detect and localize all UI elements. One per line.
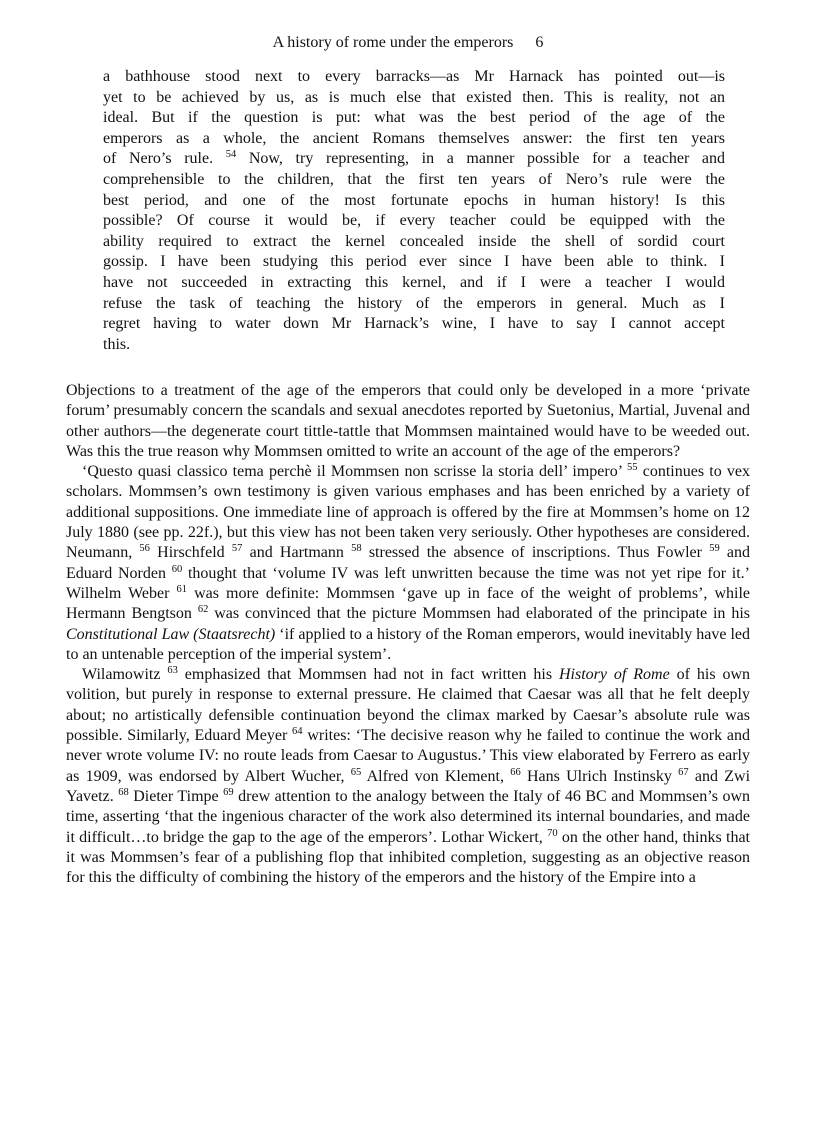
footnote-ref-68[interactable]: 68 xyxy=(118,786,129,798)
quote-line: refuse the task of teaching the history of the emperors in general. Much as I xyxy=(103,294,725,312)
paragraph-3: Wilamowitz $^{63}$ emphasized that Mommsen had not in fact written his History of Rome of his own volition, but purely in response to external pressure. He claimed that Caesar was all that he felt deeply about; no artistically defensible continuation beyond the climax marked by Caesar’s absolute rule was possible. Similarly, Eduard Meyer $^{64}$ writes: ‘The decisive reason why he failed to continue the work and never wrote volume IV: no route leads from Caesar to Augustus.’ This view elaborated by Ferrero as early as 1909, was endorsed by Albert Wucher, $^{65}$ Alfred von Klement, $^{66}$ Hans Ulrich Instinsky $^{67}$ and Zwi Yavetz. $^{68}$ Dieter Timpe $^{69}$ drew attention to the analogy between the Italy of 46 BC and Mommsen’s own time, asserting ‘that the ingenious character of the work also determined its internal boundaries, and made it difficult…to bridge the gap to the age of the emperors’. Lothar Wickert, $^{70}$ on the other hand, thinks that it was Mommsen’s fear of a publishing flop that inhibited completion, suggesting as an objective reason for this the difficulty of combining the history of the emperors and the history of the Empire into a xyxy=(66,665,751,887)
footnote-ref-67[interactable]: 67 xyxy=(678,766,689,778)
footnote-ref-56[interactable]: 56 xyxy=(139,543,150,555)
footnote-ref-60[interactable]: 60 xyxy=(171,563,183,575)
footnote-ref-55[interactable]: 55 xyxy=(627,462,638,474)
footnote-ref-62[interactable]: 62 xyxy=(197,604,209,616)
quote-line: emperors as a whole, the ancient Romans themselves answer: the first ten years xyxy=(103,129,725,147)
quote-line: this. xyxy=(103,335,131,353)
quote-line: regret having to water down Mr Harnack’s wine, I have to say I cannot accept xyxy=(103,315,725,333)
page-number: 6 xyxy=(535,34,544,51)
running-header xyxy=(0,33,816,53)
block-quote xyxy=(103,67,725,355)
footnote-ref-59[interactable]: 59 xyxy=(709,543,720,555)
quote-line: yet to be achieved by us, as is much else that existed then. This is reality, not an xyxy=(103,88,725,106)
quote-line: have not succeeded in extracting this kernel, and if I were a teacher I would xyxy=(103,273,725,291)
header-title: A history of rome under the emperors xyxy=(272,34,514,51)
quote-line: ideal. But if the question is put: what was the best period of the age of the xyxy=(103,109,725,127)
footnote-ref-64[interactable]: 64 xyxy=(292,726,303,738)
italic-title: History of Rome xyxy=(558,666,670,684)
paragraph-1: Objections to a treatment of the age of the emperors that could only be developed in a more ‘private forum’ presumably concern the scandals and sexual anecdotes reported by Suetonius, Martial, Juvenal and other authors—the degenerate court tittle-tattle that Mommsen maintained would have to be weeded out. Was this the true reason why Mommsen omitted to write an account of the age of the emperors? xyxy=(66,382,750,460)
quote-line: comprehensible to the children, that the first ten years of Nero’s rule were the xyxy=(103,170,725,188)
footnote-ref-57[interactable]: 57 xyxy=(231,543,243,555)
footnote-ref-70[interactable]: 70 xyxy=(547,827,558,839)
footnote-ref-69[interactable]: 69 xyxy=(223,786,234,798)
italic-title: Constitutional Law (Staatsrecht) xyxy=(66,625,276,643)
paragraph-2: ‘Questo quasi classico tema perchè il Mommsen non scrisse la storia dell’ impero’ $^{55}$ continues to vex scholars. Mommsen’s own testimony is given various emphases and has been enriched by a variety of additional suppositions. One immediate line of approach is offered by the fire at Mommsen’s home on 12 July 1880 (see pp. 22f.), but this view has not been taken very seriously. Other hypotheses are considered. Neumann, $^{56}$ Hirschfeld $^{57}$ and Hartmann $^{58}$ stressed the absence of inscriptions. Thus Fowler $^{59}$ and Eduard Norden $^{60}$ thought that ‘volume IV was left unwritten because the time was not yet ripe for it.’ Wilhelm Weber $^{61}$ was more definite: Mommsen ‘gave up in face of the weight of problems’, while Hermann Bengtson $^{62}$ was convinced that the picture Mommsen had elaborated of the principate in his Constitutional Law (Staatsrecht) ‘if applied to a history of the Roman emperors, would inevitably have led to an untenable perception of the imperial system’. xyxy=(66,462,751,663)
footnote-ref-65[interactable]: 65 xyxy=(350,766,362,778)
footnote-ref-61[interactable]: 61 xyxy=(176,583,188,595)
quote-line: ability required to extract the kernel concealed inside the shell of sordid court xyxy=(103,232,725,250)
quote-line: gossip. I have been studying this period ever since I have been able to think. I xyxy=(103,253,725,271)
footnote-ref-58[interactable]: 58 xyxy=(351,543,362,555)
quote-line: a bathhouse stood next to every barracks—as Mr Harnack has pointed out—is xyxy=(103,68,725,85)
body-text xyxy=(66,381,750,888)
quote-line: possible? Of course it would be, if every teacher could be equipped with the xyxy=(103,212,725,230)
footnote-ref-63[interactable]: 63 xyxy=(167,665,178,677)
footnote-ref-66[interactable]: 66 xyxy=(510,766,521,778)
footnote-ref-54[interactable]: 54 xyxy=(225,149,237,161)
quote-line: of Nero’s rule. $^{54}$ Now, try representing, in a manner possible for a teacher and xyxy=(103,149,725,168)
quote-line: best period, and one of the most fortunate epochs in human history! Is this xyxy=(103,191,725,209)
